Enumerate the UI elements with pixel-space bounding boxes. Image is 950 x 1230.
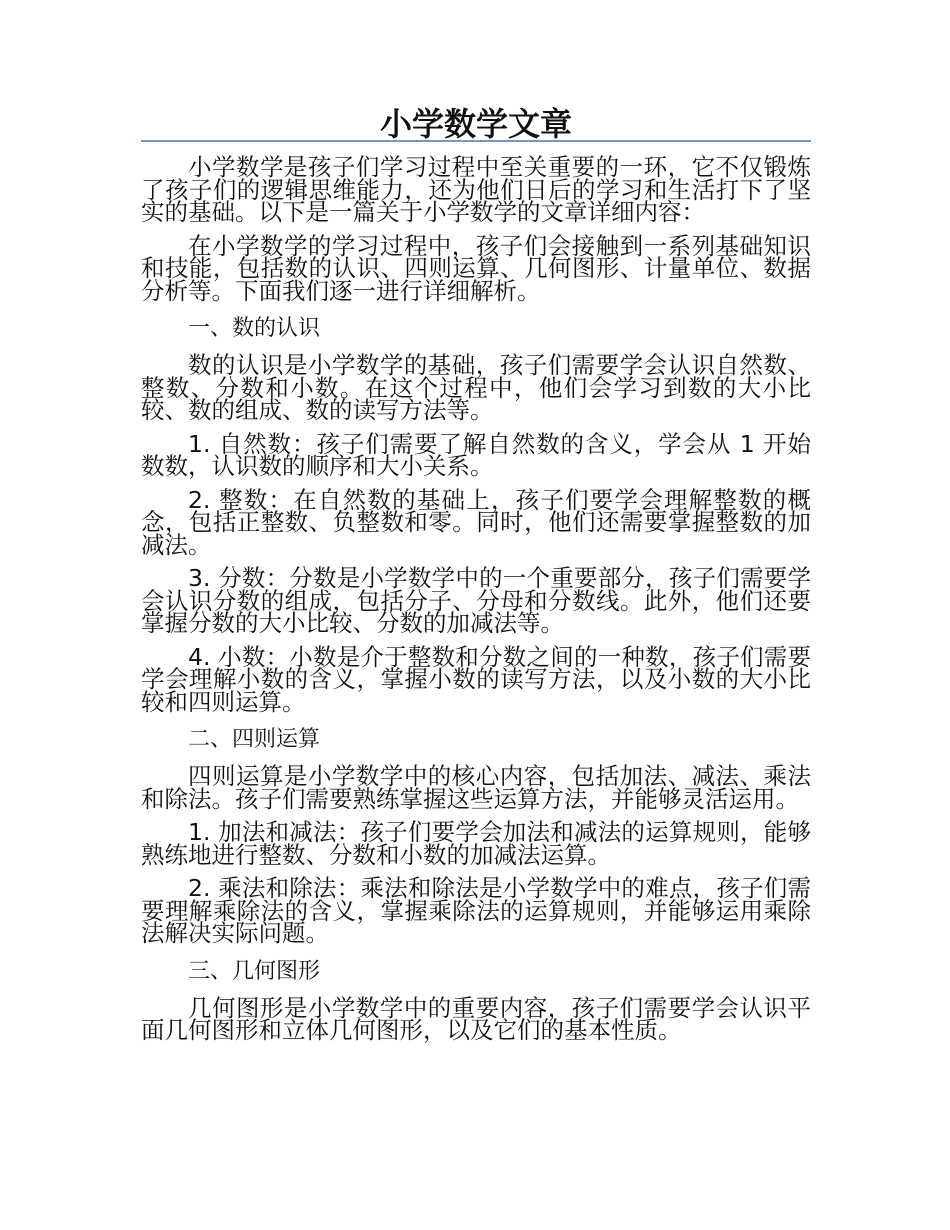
section2-intro-paragraph: 四则运算是小学数学中的核心内容，包括加法、减法、乘法和除法。孩子们需要熟练掌握这些运算方法，并能够灵活运用。 bbox=[141, 762, 811, 813]
intro-paragraph-1: 小学数学是孩子们学习过程中至关重要的一环，它不仅锻炼了孩子们的逻辑思维能力，还为他们日后的学习和生活打下了坚实的基础。以下是一篇关于小学数学的文章详细内容： bbox=[141, 153, 811, 226]
section3-intro-paragraph: 几何图形是小学数学中的重要内容，孩子们需要学会认识平面几何图形和立体几何图形，以及它们的基本性质。 bbox=[141, 993, 811, 1044]
section1-item-fractions: 3. 分数：分数是小学数学中的一个重要部分，孩子们需要学会认识分数的组成，包括分子、分母和分数线。此外，他们还要掌握分数的大小比较、分数的加减法等。 bbox=[141, 564, 811, 637]
section-heading-arithmetic: 二、四则运算 bbox=[188, 727, 321, 752]
section-heading-geometry: 三、几何图形 bbox=[188, 958, 321, 984]
intro-paragraph-2: 在小学数学的学习过程中，孩子们会接触到一系列基础知识和技能，包括数的认识、四则运算、几何图形、计量单位、数据分析等。下面我们逐一进行详细解析。 bbox=[141, 231, 811, 305]
section2-item-add-subtract: 1. 加法和减法：孩子们要学会加法和减法的运算规则，能够熟练地进行整数、分数和小数的加减法运算。 bbox=[141, 818, 811, 869]
section1-item-decimals: 4. 小数：小数是介于整数和分数之间的一种数，孩子们需要学会理解小数的含义，掌握小数的读写方法，以及小数的大小比较和四则运算。 bbox=[141, 642, 811, 716]
section1-item-integers: 2. 整数：在自然数的基础上，孩子们要学会理解整数的概念，包括正整数、负整数和零。同时，他们还需要掌握整数的加减法。 bbox=[141, 485, 811, 559]
section2-item-multiply-divide: 2. 乘法和除法：乘法和除法是小学数学中的难点，孩子们需要理解乘除法的含义，掌握乘除法的运算规则，并能够运用乘除法解决实际问题。 bbox=[141, 874, 811, 947]
document-title: 小学数学文章 bbox=[379, 105, 572, 143]
section1-item-natural-numbers: 1. 自然数：孩子们需要了解自然数的含义，学会从 1 开始数数，认识数的顺序和大小关系。 bbox=[141, 429, 811, 480]
section-heading-number-recognition: 一、数的认识 bbox=[188, 316, 321, 341]
document-page bbox=[141, 100, 811, 1053]
section1-intro-paragraph: 数的认识是小学数学的基础，孩子们需要学会认识自然数、整数、分数和小数。在这个过程中，他们会学习到数的大小比较、数的组成、数的读写方法等。 bbox=[141, 351, 811, 424]
